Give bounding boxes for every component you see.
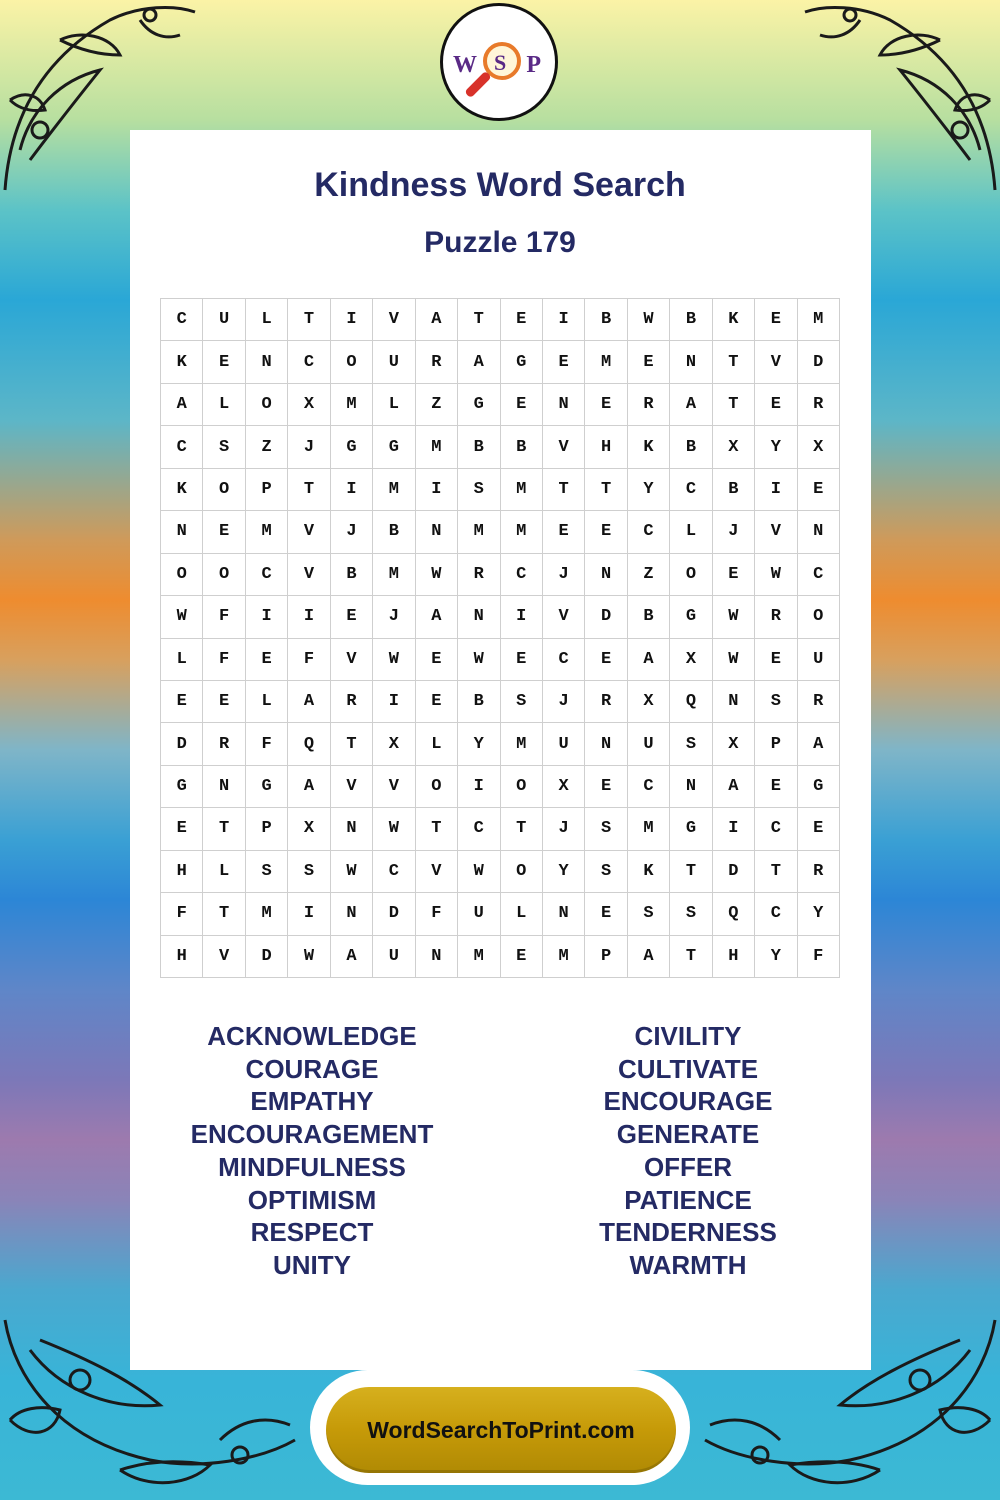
grid-cell[interactable]: H (161, 851, 203, 893)
grid-cell[interactable]: M (501, 723, 543, 765)
grid-cell[interactable]: O (798, 596, 840, 638)
grid-cell[interactable]: F (288, 639, 330, 681)
grid-cell[interactable]: S (246, 851, 288, 893)
grid-cell[interactable]: A (628, 639, 670, 681)
grid-cell[interactable]: I (713, 808, 755, 850)
grid-cell[interactable]: W (288, 936, 330, 978)
grid-cell[interactable]: T (416, 808, 458, 850)
grid-cell[interactable]: M (246, 893, 288, 935)
grid-cell[interactable]: A (416, 596, 458, 638)
grid-cell[interactable]: M (373, 554, 415, 596)
grid-cell[interactable]: P (755, 723, 797, 765)
grid-cell[interactable]: K (161, 341, 203, 383)
grid-cell[interactable]: T (713, 341, 755, 383)
grid-cell[interactable]: U (543, 723, 585, 765)
grid-cell[interactable]: Z (628, 554, 670, 596)
grid-cell[interactable]: I (246, 596, 288, 638)
grid-cell[interactable]: N (543, 384, 585, 426)
grid-cell[interactable]: O (203, 469, 245, 511)
grid-cell[interactable]: Y (543, 851, 585, 893)
grid-cell[interactable]: W (713, 596, 755, 638)
grid-cell[interactable]: X (628, 681, 670, 723)
word-list-right (538, 1020, 838, 1282)
grid-cell[interactable]: N (458, 596, 500, 638)
grid-cell[interactable]: R (798, 681, 840, 723)
grid-cell[interactable]: N (713, 681, 755, 723)
word-list-item: EMPATHY (250, 1086, 374, 1117)
grid-cell[interactable]: O (331, 341, 373, 383)
grid-cell[interactable]: K (628, 851, 670, 893)
grid-cell[interactable]: X (543, 766, 585, 808)
grid-cell[interactable]: E (161, 808, 203, 850)
grid-cell[interactable]: T (713, 384, 755, 426)
grid-cell[interactable]: V (543, 596, 585, 638)
grid-cell[interactable]: T (543, 469, 585, 511)
grid-cell[interactable]: F (416, 893, 458, 935)
grid-cell[interactable]: T (501, 808, 543, 850)
grid-cell[interactable]: E (416, 639, 458, 681)
grid-cell[interactable]: R (585, 681, 627, 723)
grid-cell[interactable]: B (713, 469, 755, 511)
grid-cell[interactable]: N (331, 808, 373, 850)
grid-cell[interactable]: S (670, 893, 712, 935)
word-list-item: PATIENCE (624, 1184, 752, 1215)
grid-cell[interactable]: E (501, 639, 543, 681)
grid-cell[interactable]: R (458, 554, 500, 596)
grid-cell[interactable]: L (501, 893, 543, 935)
grid-cell[interactable]: S (628, 893, 670, 935)
grid-cell[interactable]: E (203, 681, 245, 723)
grid-cell[interactable]: W (755, 554, 797, 596)
grid-cell[interactable]: T (288, 299, 330, 341)
grid-cell[interactable]: W (373, 808, 415, 850)
grid-cell[interactable]: M (416, 426, 458, 468)
grid-cell[interactable]: L (203, 851, 245, 893)
grid-cell[interactable]: T (670, 936, 712, 978)
grid-cell[interactable]: I (416, 469, 458, 511)
grid-cell[interactable]: N (670, 766, 712, 808)
grid-cell[interactable]: E (246, 639, 288, 681)
grid-cell[interactable]: X (713, 426, 755, 468)
grid-cell[interactable]: M (501, 511, 543, 553)
grid-cell[interactable]: M (246, 511, 288, 553)
page-title: Kindness Word Search (314, 166, 686, 204)
grid-cell[interactable]: I (501, 596, 543, 638)
grid-cell[interactable]: E (585, 766, 627, 808)
grid-cell[interactable]: H (713, 936, 755, 978)
grid-cell[interactable]: L (203, 384, 245, 426)
grid-cell[interactable]: C (755, 893, 797, 935)
grid-cell[interactable]: I (755, 469, 797, 511)
grid-cell[interactable]: H (161, 936, 203, 978)
grid-cell[interactable]: A (288, 681, 330, 723)
grid-cell[interactable]: D (713, 851, 755, 893)
grid-cell[interactable]: Q (288, 723, 330, 765)
grid-cell[interactable]: N (246, 341, 288, 383)
grid-cell[interactable]: T (670, 851, 712, 893)
grid-cell[interactable]: D (161, 723, 203, 765)
grid-cell[interactable]: M (458, 511, 500, 553)
grid-cell[interactable]: L (161, 639, 203, 681)
grid-cell[interactable]: P (246, 469, 288, 511)
grid-cell[interactable]: E (585, 893, 627, 935)
grid-cell[interactable]: C (543, 639, 585, 681)
grid-cell[interactable]: U (373, 936, 415, 978)
grid-cell[interactable]: D (798, 341, 840, 383)
word-list-item: OPTIMISM (247, 1184, 377, 1215)
grid-cell[interactable]: M (798, 299, 840, 341)
puzzle-number: Puzzle 179 (424, 226, 576, 259)
grid-cell[interactable]: C (373, 851, 415, 893)
grid-cell[interactable]: E (755, 384, 797, 426)
grid-cell[interactable]: C (161, 426, 203, 468)
letter-grid[interactable] (160, 298, 840, 978)
grid-cell[interactable]: B (458, 426, 500, 468)
grid-cell[interactable]: V (288, 554, 330, 596)
grid-cell[interactable]: J (543, 681, 585, 723)
word-list-item: ENCOURAGEMENT (190, 1119, 434, 1150)
grid-cell[interactable]: E (628, 341, 670, 383)
grid-cell[interactable]: M (585, 341, 627, 383)
grid-cell[interactable]: C (161, 299, 203, 341)
grid-cell[interactable]: F (246, 723, 288, 765)
wsp-logo[interactable] (440, 3, 558, 121)
grid-cell[interactable]: O (161, 554, 203, 596)
grid-cell[interactable]: L (416, 723, 458, 765)
grid-cell[interactable]: E (798, 469, 840, 511)
grid-cell[interactable]: R (416, 341, 458, 383)
grid-cell[interactable]: M (501, 469, 543, 511)
grid-cell[interactable]: N (585, 554, 627, 596)
grid-cell[interactable]: E (543, 511, 585, 553)
grid-cell[interactable]: E (585, 384, 627, 426)
grid-cell[interactable]: C (288, 341, 330, 383)
grid-cell[interactable]: G (501, 341, 543, 383)
grid-cell[interactable]: I (543, 299, 585, 341)
grid-cell[interactable]: B (628, 596, 670, 638)
grid-cell[interactable]: V (331, 766, 373, 808)
grid-cell[interactable]: A (798, 723, 840, 765)
grid-cell[interactable]: I (373, 681, 415, 723)
grid-cell[interactable]: N (670, 341, 712, 383)
grid-cell[interactable]: E (585, 639, 627, 681)
grid-cell[interactable]: W (416, 554, 458, 596)
grid-cell[interactable]: E (798, 808, 840, 850)
grid-cell[interactable]: J (713, 511, 755, 553)
grid-cell[interactable]: G (458, 384, 500, 426)
grid-cell[interactable]: F (161, 893, 203, 935)
word-list-left (162, 1020, 462, 1282)
word-list-item: ENCOURAGE (603, 1086, 773, 1117)
grid-cell[interactable]: E (543, 341, 585, 383)
grid-cell[interactable]: F (203, 639, 245, 681)
grid-cell[interactable]: M (373, 469, 415, 511)
grid-cell[interactable]: G (670, 808, 712, 850)
grid-cell[interactable]: L (373, 384, 415, 426)
site-link-button[interactable]: WordSearchToPrint.com (326, 1387, 676, 1473)
word-list-item: WARMTH (629, 1249, 747, 1280)
grid-cell[interactable]: O (501, 851, 543, 893)
grid-cell[interactable]: L (670, 511, 712, 553)
grid-cell[interactable]: K (628, 426, 670, 468)
grid-cell[interactable]: E (416, 681, 458, 723)
grid-cell[interactable]: X (670, 639, 712, 681)
grid-cell[interactable]: W (161, 596, 203, 638)
grid-cell[interactable]: T (288, 469, 330, 511)
grid-cell[interactable]: B (585, 299, 627, 341)
grid-cell[interactable]: F (798, 936, 840, 978)
grid-cell[interactable]: M (331, 384, 373, 426)
grid-cell[interactable]: Y (628, 469, 670, 511)
grid-cell[interactable]: E (331, 596, 373, 638)
grid-cell[interactable]: G (798, 766, 840, 808)
grid-cell[interactable]: C (628, 511, 670, 553)
grid-cell[interactable]: X (373, 723, 415, 765)
word-list-item: TENDERNESS (599, 1217, 777, 1248)
grid-cell[interactable]: N (585, 723, 627, 765)
grid-cell[interactable]: W (628, 299, 670, 341)
grid-cell[interactable]: G (161, 766, 203, 808)
grid-cell[interactable]: A (288, 766, 330, 808)
grid-cell[interactable]: Y (798, 893, 840, 935)
grid-cell[interactable]: Y (755, 936, 797, 978)
grid-cell[interactable]: N (331, 893, 373, 935)
grid-cell[interactable]: T (203, 893, 245, 935)
grid-cell[interactable]: D (585, 596, 627, 638)
grid-cell[interactable]: N (543, 893, 585, 935)
grid-cell[interactable]: V (288, 511, 330, 553)
grid-cell[interactable]: I (288, 596, 330, 638)
grid-cell[interactable]: U (798, 639, 840, 681)
grid-cell[interactable]: I (331, 469, 373, 511)
grid-cell[interactable]: C (458, 808, 500, 850)
grid-cell[interactable]: X (288, 384, 330, 426)
grid-cell[interactable]: L (246, 681, 288, 723)
grid-cell[interactable]: V (755, 511, 797, 553)
grid-cell[interactable]: S (755, 681, 797, 723)
grid-cell[interactable]: X (798, 426, 840, 468)
grid-cell[interactable]: Q (713, 893, 755, 935)
grid-cell[interactable]: X (713, 723, 755, 765)
grid-cell[interactable]: U (203, 299, 245, 341)
grid-cell[interactable]: Y (755, 426, 797, 468)
grid-cell[interactable]: M (543, 936, 585, 978)
logo-letter-p: P (526, 52, 541, 78)
grid-cell[interactable]: V (373, 766, 415, 808)
grid-cell[interactable]: S (288, 851, 330, 893)
grid-cell[interactable]: S (203, 426, 245, 468)
grid-cell[interactable]: C (798, 554, 840, 596)
word-list-item: RESPECT (250, 1217, 374, 1248)
grid-cell[interactable]: O (670, 554, 712, 596)
grid-cell[interactable]: T (458, 299, 500, 341)
grid-cell[interactable]: G (670, 596, 712, 638)
grid-cell[interactable]: N (798, 511, 840, 553)
grid-cell[interactable]: I (331, 299, 373, 341)
grid-cell[interactable]: N (161, 511, 203, 553)
grid-cell[interactable]: N (203, 766, 245, 808)
grid-cell[interactable]: J (373, 596, 415, 638)
word-list-item: CIVILITY (634, 1021, 742, 1051)
grid-cell[interactable]: B (331, 554, 373, 596)
grid-cell[interactable]: E (755, 639, 797, 681)
word-list-item: OFFER (643, 1151, 733, 1182)
grid-cell[interactable]: S (585, 808, 627, 850)
grid-cell[interactable]: W (458, 851, 500, 893)
grid-cell[interactable]: G (246, 766, 288, 808)
grid-cell[interactable]: S (585, 851, 627, 893)
grid-cell[interactable]: O (416, 766, 458, 808)
grid-cell[interactable]: E (755, 766, 797, 808)
grid-cell[interactable]: J (543, 554, 585, 596)
word-list-item: ACKNOWLEDGE (207, 1021, 417, 1051)
grid-cell[interactable]: E (501, 936, 543, 978)
grid-cell[interactable]: T (203, 808, 245, 850)
grid-cell[interactable]: E (501, 384, 543, 426)
grid-cell[interactable]: K (161, 469, 203, 511)
grid-cell[interactable]: Q (670, 681, 712, 723)
grid-cell[interactable]: A (331, 936, 373, 978)
grid-cell[interactable]: O (246, 384, 288, 426)
grid-cell[interactable]: E (501, 299, 543, 341)
grid-cell[interactable]: F (203, 596, 245, 638)
grid-cell[interactable]: K (713, 299, 755, 341)
grid-cell[interactable]: H (585, 426, 627, 468)
grid-cell[interactable]: S (458, 469, 500, 511)
grid-cell[interactable]: Y (458, 723, 500, 765)
grid-cell[interactable]: A (713, 766, 755, 808)
grid-cell[interactable]: E (585, 511, 627, 553)
word-list-item: UNITY (273, 1249, 351, 1280)
grid-cell[interactable]: V (203, 936, 245, 978)
grid-cell[interactable]: A (161, 384, 203, 426)
grid-cell[interactable]: A (670, 384, 712, 426)
grid-cell[interactable]: E (203, 511, 245, 553)
word-list-item: GENERATE (616, 1119, 760, 1150)
grid-cell[interactable]: W (331, 851, 373, 893)
grid-cell[interactable]: C (501, 554, 543, 596)
grid-cell[interactable]: T (585, 469, 627, 511)
grid-cell[interactable]: C (628, 766, 670, 808)
grid-cell[interactable]: B (501, 426, 543, 468)
grid-cell[interactable]: Z (416, 384, 458, 426)
word-list-item: COURAGE (245, 1053, 379, 1084)
grid-cell[interactable]: B (458, 681, 500, 723)
grid-cell[interactable]: X (288, 808, 330, 850)
grid-cell[interactable]: G (373, 426, 415, 468)
grid-cell[interactable]: W (458, 639, 500, 681)
grid-cell[interactable]: W (713, 639, 755, 681)
grid-cell[interactable]: U (628, 723, 670, 765)
grid-cell[interactable]: C (755, 808, 797, 850)
grid-cell[interactable]: J (288, 426, 330, 468)
grid-cell[interactable]: V (755, 341, 797, 383)
grid-cell[interactable]: J (331, 511, 373, 553)
grid-cell[interactable]: A (628, 936, 670, 978)
word-list-item: CULTIVATE (617, 1053, 759, 1084)
grid-cell[interactable]: N (416, 936, 458, 978)
grid-cell[interactable]: R (798, 851, 840, 893)
grid-cell[interactable]: R (628, 384, 670, 426)
logo-letter-s: S (494, 50, 507, 75)
grid-cell[interactable]: R (331, 681, 373, 723)
grid-cell[interactable]: C (246, 554, 288, 596)
grid-cell[interactable]: A (416, 299, 458, 341)
grid-cell[interactable]: V (331, 639, 373, 681)
grid-cell[interactable]: M (458, 936, 500, 978)
grid-cell[interactable]: P (246, 808, 288, 850)
grid-cell[interactable]: B (670, 299, 712, 341)
grid-cell[interactable]: S (501, 681, 543, 723)
grid-cell[interactable]: D (373, 893, 415, 935)
grid-cell[interactable]: U (458, 893, 500, 935)
grid-cell[interactable]: V (373, 299, 415, 341)
grid-cell[interactable]: E (161, 681, 203, 723)
grid-cell[interactable]: N (416, 511, 458, 553)
logo-letter-w: W (453, 52, 477, 78)
grid-cell[interactable]: A (458, 341, 500, 383)
grid-cell[interactable]: B (373, 511, 415, 553)
grid-cell[interactable]: O (203, 554, 245, 596)
grid-cell[interactable]: E (755, 299, 797, 341)
grid-cell[interactable]: B (670, 426, 712, 468)
grid-cell[interactable]: S (670, 723, 712, 765)
word-list-item: MINDFULNESS (218, 1151, 406, 1182)
grid-cell[interactable]: J (543, 808, 585, 850)
grid-cell[interactable]: Z (246, 426, 288, 468)
grid-cell[interactable]: P (585, 936, 627, 978)
grid-cell[interactable]: R (203, 723, 245, 765)
grid-cell[interactable]: U (373, 341, 415, 383)
grid-cell[interactable]: R (798, 384, 840, 426)
grid-cell[interactable]: V (543, 426, 585, 468)
grid-cell[interactable]: E (713, 554, 755, 596)
grid-cell[interactable]: T (331, 723, 373, 765)
grid-cell[interactable]: O (501, 766, 543, 808)
grid-cell[interactable]: I (458, 766, 500, 808)
grid-cell[interactable]: V (416, 851, 458, 893)
grid-cell[interactable]: T (755, 851, 797, 893)
grid-cell[interactable]: C (670, 469, 712, 511)
grid-cell[interactable]: I (288, 893, 330, 935)
grid-cell[interactable]: L (246, 299, 288, 341)
grid-cell[interactable]: W (373, 639, 415, 681)
grid-cell[interactable]: G (331, 426, 373, 468)
grid-cell[interactable]: D (246, 936, 288, 978)
grid-cell[interactable]: M (628, 808, 670, 850)
grid-cell[interactable]: R (755, 596, 797, 638)
grid-cell[interactable]: E (203, 341, 245, 383)
